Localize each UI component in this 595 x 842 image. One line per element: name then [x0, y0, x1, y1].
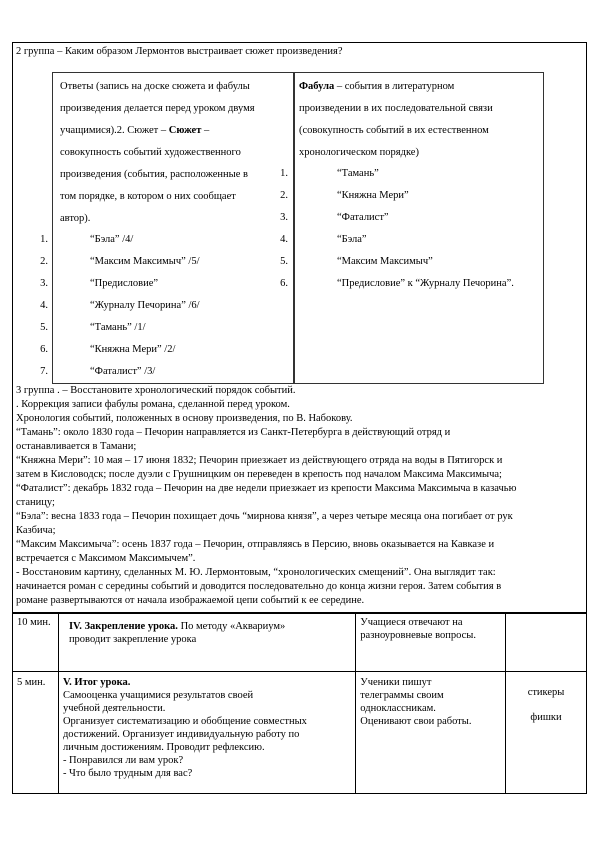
list-text: “Предисловие” к “Журналу Печорина”. [337, 278, 514, 289]
group3-line: станицу; [16, 497, 55, 508]
students-line: одноклассникам. [360, 703, 436, 714]
list-number: 4. [40, 300, 48, 311]
time-cell [13, 672, 59, 794]
stage-line: Самооценка учащимися результатов своей [62, 690, 254, 701]
stage-line: проводит закрепление урока [68, 634, 197, 645]
group3-line: встречается с Максимом Максимычем”. [16, 553, 196, 564]
stage-line: учебной деятельности. [62, 703, 166, 714]
students-line: Ученики пишут [360, 677, 432, 688]
list-number: 5. [280, 256, 288, 267]
students-line: Оценивают свои работы. [360, 716, 472, 727]
material-chips: фишки [530, 712, 562, 723]
group3-line: начинается роман с середины событий и доводится последовательно до конца жизни героя. Затем события в [16, 581, 502, 592]
list-text: “Бэла” /4/ [90, 234, 134, 245]
time-value: 10 мин. [17, 617, 51, 628]
list-number: 2. [280, 190, 288, 201]
plot-line-start: учащимися).2. Сюжет – [60, 125, 169, 136]
list-text: “Тамань” /1/ [90, 322, 146, 333]
stage-line: - Что было трудным для вас? [62, 768, 193, 779]
list-text: “Фаталист” /3/ [90, 366, 156, 377]
list-number: 6. [40, 344, 48, 355]
stage-title-line [69, 620, 351, 633]
list-text: “Журналу Печорина” /6/ [90, 300, 200, 311]
stage-line: - Понравился ли вам урок? [62, 755, 184, 766]
time-cell [13, 614, 59, 672]
plot-line: Ответы (запись на доске сюжета и фабулы [60, 81, 250, 92]
stage-cell [58, 672, 355, 794]
group3-line: затем в Кисловодск; после дуэли с Грушницким он переведен в крепость под началом Максима Максимыча; [16, 469, 502, 480]
plot-line: произведения делается перед уроком двумя [60, 103, 255, 114]
fabula-line: (совокупность событий в их естественном [299, 125, 489, 136]
group3-line: Хронология событий, положенных в основу произведения, по В. Набокову. [16, 413, 353, 424]
list-text: “Княжна Мери” /2/ [90, 344, 176, 355]
fabula-line: хронологическом порядке) [299, 147, 419, 158]
material-stickers: стикеры [527, 687, 565, 698]
plot-term-dash: – [201, 125, 210, 136]
list-text: “Тамань” [337, 168, 379, 179]
group3-line: 3 группа . – Восстановите хронологический порядок событий. [16, 385, 296, 396]
plot-line: произведения (события, расположенные в [60, 169, 248, 180]
stage-method: По методу «Аквариум» [177, 621, 286, 632]
table-row [13, 672, 587, 794]
students-line: телеграммы своим [360, 690, 444, 701]
list-number: 1. [40, 234, 48, 245]
list-number: 7. [40, 366, 48, 377]
group3-line: останавливается в Тамани; [16, 441, 137, 452]
group3-line: . Коррекция записи фабулы романа, сделанной перед уроком. [16, 399, 290, 410]
plot-line [60, 124, 209, 137]
list-text: “Максим Максимыч” /5/ [90, 256, 200, 267]
list-text: “Бэла” [337, 234, 367, 245]
group3-line: “Тамань”: около 1830 года – Печорин направляется из Санкт-Петербурга в действующий отряд и [16, 427, 451, 438]
materials-cell [506, 672, 587, 794]
stage-title: IV. Закрепление урока. [68, 621, 178, 632]
plot-line: совокупность событий художественного [60, 147, 241, 158]
fabula-definition: – события в литературном [334, 81, 455, 92]
fabula-term: Фабула [299, 81, 335, 92]
list-text: “Предисловие” [90, 278, 159, 289]
students-cell [356, 614, 506, 672]
plot-line: том порядке, в котором о них сообщает [60, 191, 236, 202]
stage-line: достижений. Организует индивидуальную работу по [62, 729, 300, 740]
stage-cell [58, 614, 355, 672]
box-divider [293, 72, 295, 384]
group3-line: “Максим Максимыча”: осень 1837 года – Печорин, отправляясь в Персию, вновь оказывается на Кавказе и [16, 539, 495, 550]
students-line: разноуровневые вопросы. [360, 630, 476, 641]
list-text: “Максим Максимыч” [337, 256, 433, 267]
list-number: 2. [40, 256, 48, 267]
fabula-line [299, 80, 454, 93]
stage-line: Организует систематизацию и обобщение совместных [62, 716, 307, 727]
list-number: 1. [280, 168, 288, 179]
list-text: “Княжна Мери” [337, 190, 409, 201]
list-number: 4. [280, 234, 288, 245]
materials-cell [506, 614, 587, 672]
plot-term: Сюжет [168, 125, 202, 136]
table-row [13, 614, 587, 672]
group3-line: романе развертываются от начала изображаемой цепи событий к ее середине. [16, 595, 365, 606]
students-line: Учащиеся отвечают на [360, 617, 463, 628]
list-number: 3. [280, 212, 288, 223]
list-number: 6. [280, 278, 288, 289]
list-number: 3. [40, 278, 48, 289]
list-number: 5. [40, 322, 48, 333]
group3-line: “Княжна Мери”: 10 мая – 17 июня 1832; Печорин приезжает из действующего отряда на воды в Пятигорск и [16, 455, 503, 466]
fabula-line: произведении в их последовательной связи [299, 103, 493, 114]
stage-title: V. Итог урока. [62, 677, 131, 688]
group3-line: “Фаталист”: декабрь 1832 года – Печорин на две недели приезжает из крепости Максима Максимыча в казачью [16, 483, 517, 494]
group3-line: Казбича; [16, 525, 56, 536]
group3-line: - Восстановим картину, сделанных М. Ю. Лермонтовым, “хронологических смещений”. Она выглядит так: [16, 567, 496, 578]
time-value: 5 мин. [17, 677, 46, 688]
group3-line: “Бэла”: весна 1833 года – Печорин похищает дочь “мирнова князя”, а через четыре месяца она погибает от рук [16, 511, 513, 522]
plot-fabula-box [52, 72, 544, 384]
students-cell [356, 672, 506, 794]
list-text: “Фаталист” [337, 212, 389, 223]
lesson-table [12, 613, 587, 794]
plot-line: автор). [60, 213, 91, 224]
stage-line: личным достижениям. Проводит рефлексию. [62, 742, 265, 753]
group2-heading: 2 группа – Каким образом Лермонтов выстраивает сюжет произведения? [16, 46, 343, 57]
